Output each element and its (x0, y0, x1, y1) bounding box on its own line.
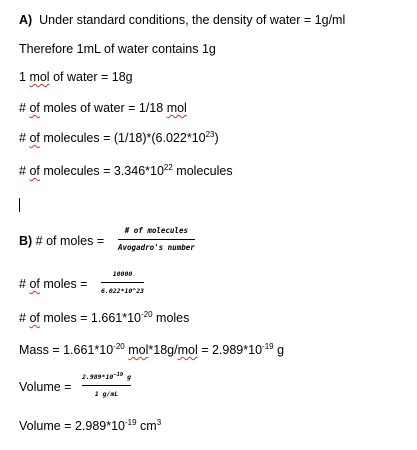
text: *18g/ (148, 343, 178, 357)
part-a-line-3 (19, 69, 133, 85)
text: # of moles = (32, 234, 105, 248)
superscript: 3 (156, 418, 162, 427)
part-a-line-6 (19, 163, 233, 179)
misspelled-word: mol (177, 343, 198, 357)
text: moles = (39, 277, 88, 291)
misspelled-word: of (29, 131, 40, 145)
text: Mass = 1.661*10 (19, 343, 114, 357)
text: 1 (19, 70, 30, 84)
misspelled-word: of (29, 164, 40, 178)
text: molecules = (1/18)*(6.022*10 (39, 131, 206, 145)
part-a-text: Under standard conditions, the density of water = 1g/ml (39, 13, 346, 27)
text: moles of water = 1/18 (39, 101, 167, 115)
text: Therefore 1mL of water contains 1g (19, 42, 216, 56)
text: of water = 18g (49, 70, 133, 84)
fraction-bar (118, 239, 195, 240)
numerator: 10000 (112, 270, 133, 278)
text-cursor (19, 198, 20, 212)
fraction-bar (82, 385, 131, 386)
part-b-volume-line-1 (19, 379, 71, 395)
numerator: # of molecules (124, 226, 188, 235)
fraction-molecules-over-avogadro (118, 226, 195, 253)
misspelled-word: mol (29, 70, 50, 84)
fraction-mass-over-density (82, 372, 131, 399)
superscript: −19 (113, 372, 124, 378)
denominator: 1 g/mL (94, 390, 119, 398)
part-a-line-5 (19, 130, 219, 146)
fraction-bar (101, 282, 144, 283)
misspelled-word: of (29, 101, 40, 115)
text: molecules = 3.346*10 (39, 164, 164, 178)
superscript: -19 (262, 342, 274, 351)
part-b-question (19, 233, 104, 249)
text: # (19, 277, 30, 291)
misspelled-word: mol (166, 101, 187, 115)
misspelled-word: mol (128, 343, 149, 357)
superscript: -19 (125, 418, 137, 427)
text: # (19, 164, 30, 178)
misspelled-word: of (29, 311, 40, 325)
text: moles = 1.661*10 (39, 311, 141, 325)
text: Volume = (19, 380, 72, 394)
part-b-label: B) (19, 234, 33, 248)
text: molecules (172, 164, 233, 178)
part-a-question (19, 12, 345, 28)
text: # (19, 131, 30, 145)
text: ) (214, 131, 219, 145)
denominator: Avogadro's number (118, 243, 195, 252)
text: Volume = 2.989*10 (19, 419, 125, 433)
text: g (273, 343, 285, 357)
part-b-line-3 (19, 310, 189, 326)
fraction-10000-over-avogadro (101, 269, 144, 296)
part-a-label: A) (19, 13, 33, 27)
denominator: 6.022*10^23 (101, 287, 145, 295)
numerator-unit: g (123, 373, 132, 381)
text: = 2.989*10 (197, 343, 263, 357)
text: moles (152, 311, 190, 325)
part-b-line-2 (19, 276, 87, 292)
numerator (82, 372, 131, 382)
part-b-volume-line-2 (19, 418, 161, 434)
part-a-line-2 (19, 41, 216, 57)
text: # (19, 311, 30, 325)
superscript: 22 (163, 163, 173, 172)
part-b-mass-line (19, 342, 284, 358)
part-a-line-4 (19, 100, 187, 116)
text: cm (136, 419, 157, 433)
superscript: -20 (141, 310, 153, 319)
superscript: 23 (205, 130, 215, 139)
superscript: -20 (113, 342, 125, 351)
misspelled-word: of (29, 277, 40, 291)
text: # (19, 101, 30, 115)
numerator-value: 2.989*10 (82, 373, 114, 381)
